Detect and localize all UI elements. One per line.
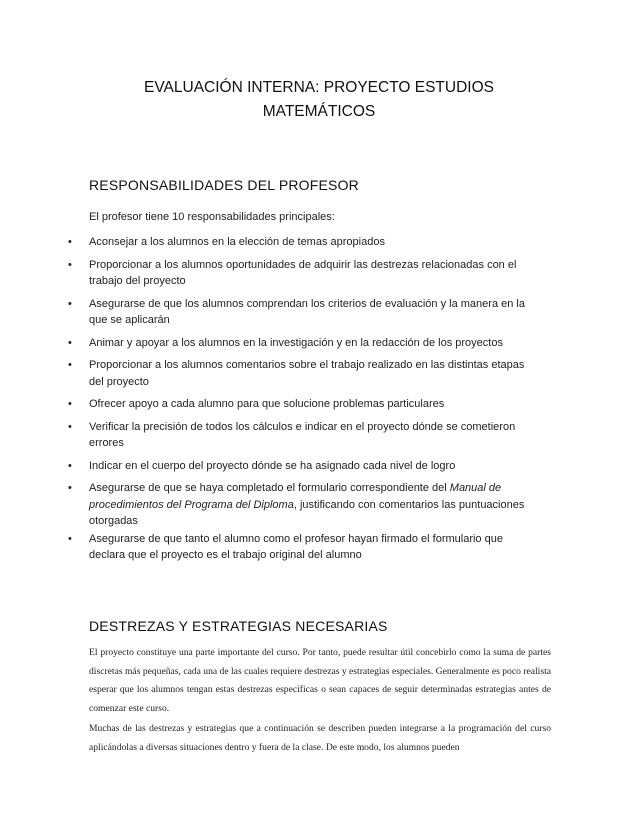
bullet-icon: •: [68, 482, 72, 494]
list-item-text: Proporcionar a los alumnos oportunidades de adquirir las destrezas relacionadas con el trabajo del proyecto: [89, 258, 517, 287]
list-item: [68, 480, 538, 530]
bullet-icon: •: [68, 532, 72, 545]
list-item: [68, 458, 538, 475]
list-item: [68, 396, 538, 413]
bullet-icon: •: [68, 297, 72, 310]
bullet-icon: •: [68, 459, 72, 472]
section-heading-responsabilidades: RESPONSABILIDADES DEL PROFESOR: [89, 177, 359, 193]
bullet-icon: •: [68, 420, 72, 433]
section-heading-destrezas: DESTREZAS Y ESTRATEGIAS NECESARIAS: [89, 618, 388, 634]
bullet-icon: •: [68, 236, 72, 248]
list-item-text: Animar y apoyar a los alumnos en la investigación y en la redacción de los proyectos: [89, 336, 503, 349]
list-item: [68, 419, 538, 452]
list-item-text: Asegurarse de que los alumnos comprendan los criterios de evaluación y la manera en la que se aplicarán: [89, 297, 525, 326]
list-item-text: Ofrecer apoyo a cada alumno para que solucione problemas particulares: [89, 398, 445, 410]
bullet-icon: •: [68, 336, 72, 349]
list-item: [68, 335, 538, 352]
paragraph-2: Muchas de las destrezas y estrategias que a continuación se describen pueden integrarse a la programación del curso aplicándolas a diversas situaciones dentro y fuera de la clase. De este modo, los alumnos pueden: [89, 723, 551, 753]
list-item: [68, 296, 538, 329]
bullet-icon: •: [68, 398, 72, 410]
list-item: [68, 234, 538, 251]
list-item-text: Verificar la precisión de todos los cálculos e indicar en el proyecto dónde se cometieron errores: [89, 420, 516, 449]
paragraph-1: El proyecto constituye una parte importante del curso. Por tanto, puede resultar útil concebirlo como la suma de partes discretas más pequeñas, cada una de las cuales requiere destrezas y estrategias especiales. Generalmente es poco realista esperar que los alumnos tengan estas destrezas específicas o sean capaces de seguir determinadas estrategias antes de comenzar este curso.: [89, 647, 551, 715]
list-item-text: Aconsejar a los alumnos en la elección de temas apropiados: [89, 236, 385, 248]
list-item-text: Indicar en el cuerpo del proyecto dónde se ha asignado cada nivel de logro: [89, 459, 456, 472]
responsibilities-list: [68, 234, 538, 570]
title-line-2: MATEMÁTICOS: [262, 103, 376, 120]
list-item: [68, 257, 538, 290]
bullet-icon: •: [68, 258, 72, 271]
manual-title-italic: Manual de procedimientos del Programa del Diploma: [89, 482, 502, 511]
list-item-text: Asegurarse de que tanto el alumno como el profesor hayan firmado el formulario que declara que el proyecto es el trabajo original del alumno: [89, 532, 503, 561]
page-title: [0, 76, 638, 124]
list-item: [68, 531, 538, 564]
list-item-text-part: Asegurarse de que se haya completado el formulario correspondiente del: [89, 482, 450, 494]
intro-text: El profesor tiene 10 responsabilidades principales:: [89, 211, 335, 223]
list-item-text-part: , justificando con comentarios las puntuaciones otorgadas: [89, 498, 525, 527]
list-item: [68, 357, 538, 390]
list-item-text: Proporcionar a los alumnos comentarios sobre el trabajo realizado en las distintas etapas del proyecto: [89, 359, 525, 388]
bullet-icon: •: [68, 359, 72, 371]
title-line-1: EVALUACIÓN INTERNA: PROYECTO ESTUDIOS: [144, 79, 494, 96]
